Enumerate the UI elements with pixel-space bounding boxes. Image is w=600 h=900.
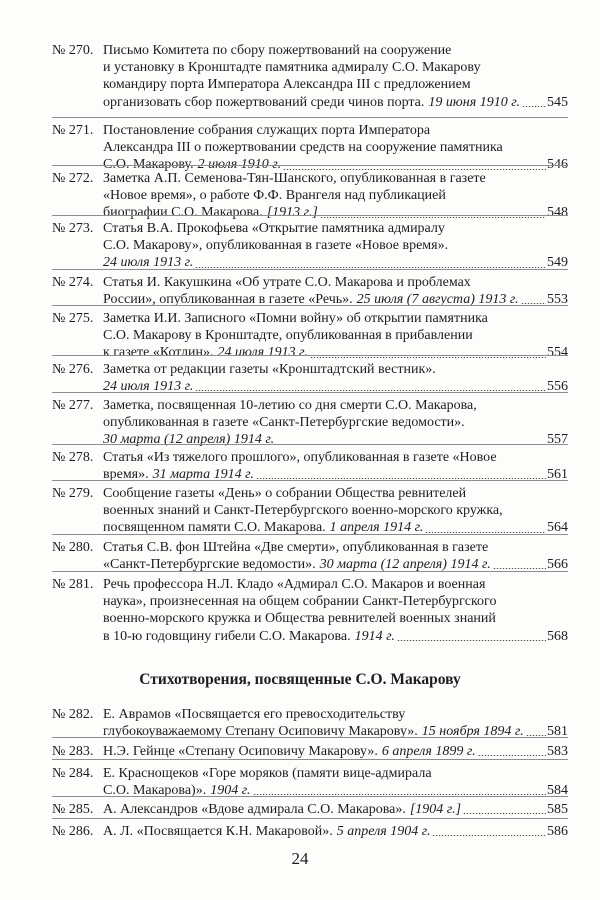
entry-last-line xyxy=(103,94,568,111)
entry-last-text: С.О. Макарова)». xyxy=(103,783,207,799)
entry-number: № 286. xyxy=(52,824,94,839)
entry-page-number: 549 xyxy=(547,255,568,271)
toc-entry xyxy=(52,220,568,272)
entry-divider xyxy=(52,480,568,481)
entry-date: 24 июля 1913 г. xyxy=(103,255,194,271)
entry-date: 30 марта (12 апреля) 1914 г. xyxy=(103,432,275,448)
entry-last-text: А. Александров «Вдове адмирала С.О. Макарова». xyxy=(103,801,406,817)
entry-date: 2 июля 1910 г. xyxy=(197,157,282,173)
entry-divider xyxy=(52,269,568,270)
entry-date: 1914 г. xyxy=(354,628,395,644)
entry-last-line xyxy=(103,743,568,760)
entry-number: № 277. xyxy=(52,398,94,413)
dot-leader xyxy=(397,640,546,641)
entry-date: 31 марта 1914 г. xyxy=(152,467,254,483)
entry-line: Речь профессора Н.Л. Кладо «Адмирал С.О. Макаров и военная xyxy=(103,577,486,592)
entry-date: 1904 г. xyxy=(210,783,251,799)
entry-last-text: время». xyxy=(103,467,149,483)
toc-entry xyxy=(52,170,568,222)
entry-page-number: 553 xyxy=(547,292,568,308)
entry-last-line xyxy=(103,204,568,221)
dot-leader xyxy=(478,755,546,756)
entry-page-number: 561 xyxy=(547,467,568,483)
entry-last-text: в 10-ю годовщину гибели С.О. Макарова. xyxy=(103,628,351,644)
entry-text xyxy=(103,274,568,308)
entry-page-number: 554 xyxy=(547,345,568,361)
entry-text xyxy=(103,449,568,483)
entry-date: [1913 г.] xyxy=(266,205,318,221)
entry-text xyxy=(103,801,568,818)
section-heading: Стихотворения, посвященные С.О. Макарову xyxy=(139,671,461,688)
entry-page-number: 546 xyxy=(547,157,568,173)
entry-text xyxy=(103,706,568,740)
entry-page-number: 556 xyxy=(547,379,568,395)
entry-number: № 273. xyxy=(52,221,94,236)
entry-divider xyxy=(52,355,568,356)
entry-date: 1 апреля 1914 г. xyxy=(329,520,424,536)
dot-leader xyxy=(310,357,546,358)
toc-entry xyxy=(52,397,568,449)
entry-divider xyxy=(52,796,568,797)
entry-text xyxy=(103,576,568,645)
entry-line: наука», произнесенная на общем собрании Санкт-Петербургского xyxy=(103,594,497,610)
toc-entry xyxy=(52,310,568,362)
entry-number: № 272. xyxy=(52,171,94,186)
dot-leader xyxy=(463,813,546,814)
dot-leader xyxy=(522,106,546,107)
entry-page-number: 568 xyxy=(547,628,568,644)
entry-number: № 285. xyxy=(52,802,94,817)
toc-entry xyxy=(52,801,568,818)
entry-last-line xyxy=(103,628,568,645)
entry-last-text: С.О. Макарову. xyxy=(103,157,194,173)
entry-line: Статья «Из тяжелого прошлого», опубликованная в газете «Новое xyxy=(103,450,497,465)
entry-page-number: 585 xyxy=(547,801,568,817)
entry-line: Заметка от редакции газеты «Кронштадтский вестник». xyxy=(103,362,436,377)
entry-line: Заметка А.П. Семенова-Тян-Шанского, опубликованная в газете xyxy=(103,171,486,186)
entry-date: 6 апреля 1899 г. xyxy=(381,743,476,759)
entry-divider xyxy=(52,534,568,535)
entry-divider xyxy=(52,215,568,216)
entry-last-text: глубокоуважаемому Степану Осиповичу Макарову». xyxy=(103,724,418,740)
entry-date: 25 июля (7 августа) 1913 г. xyxy=(356,292,519,308)
entry-divider xyxy=(52,165,568,166)
entry-text xyxy=(103,361,568,395)
entry-line: и установку в Кронштадте памятника адмиралу С.О. Макарову xyxy=(103,60,481,76)
entry-number: № 282. xyxy=(52,707,94,722)
entry-text xyxy=(103,42,568,111)
toc-entry xyxy=(52,274,568,308)
entry-text xyxy=(103,823,568,840)
entry-page-number: 583 xyxy=(547,743,568,759)
toc-entry xyxy=(52,576,568,645)
entry-last-text: посвященном памяти С.О. Макарова. xyxy=(103,520,326,536)
entry-text xyxy=(103,743,568,760)
entry-date: 24 июля 1913 г. xyxy=(217,345,308,361)
entry-number: № 278. xyxy=(52,450,94,465)
toc-entry xyxy=(52,743,568,760)
entry-text xyxy=(103,170,568,222)
dot-leader xyxy=(425,532,546,533)
entry-text xyxy=(103,765,568,799)
toc-entry xyxy=(52,361,568,395)
entry-line: опубликованная в газете «Санкт-Петербургские ведомости». xyxy=(103,415,465,431)
entry-page-number: 545 xyxy=(547,94,568,110)
entry-number: № 276. xyxy=(52,362,94,377)
entry-text xyxy=(103,397,568,449)
toc-entry xyxy=(52,539,568,573)
entry-last-text: биографии С.О. Макарова. xyxy=(103,205,263,221)
entry-line: Статья В.А. Прокофьева «Открытие памятника адмиралу xyxy=(103,221,445,236)
entry-page-number: 564 xyxy=(547,520,568,536)
entry-line: «Новое время», о работе Ф.Ф. Врангеля над публикацией xyxy=(103,188,446,204)
entry-number: № 274. xyxy=(52,275,94,290)
entry-line: Статья И. Какушкина «Об утрате С.О. Макарова и проблемах xyxy=(103,275,471,290)
entry-number: № 281. xyxy=(52,577,94,592)
entry-page-number: 548 xyxy=(547,205,568,221)
dot-leader xyxy=(432,835,546,836)
entry-line: Постановление собрания служащих порта Императора xyxy=(103,123,431,138)
entry-divider xyxy=(52,571,568,572)
entry-last-line xyxy=(103,344,568,361)
entry-divider xyxy=(52,759,568,760)
entry-number: № 275. xyxy=(52,311,94,326)
entry-number: № 284. xyxy=(52,766,94,781)
entry-page-number: 586 xyxy=(547,823,568,839)
entry-page-number: 584 xyxy=(547,783,568,799)
entry-text xyxy=(103,310,568,362)
entry-line: военно-морского кружка и Общества ревнителей военных знаний xyxy=(103,611,496,627)
entry-line: Письмо Комитета по сбору пожертвований на сооружение xyxy=(103,43,452,58)
page-number: 24 xyxy=(291,849,309,868)
entry-line: Сообщение газеты «День» о собрании Общества ревнителей xyxy=(103,486,467,501)
entry-line: С.О. Макарову», опубликованная в газете «Новое время». xyxy=(103,238,449,254)
entry-last-line xyxy=(103,431,568,448)
entry-line: Заметка, посвященная 10-летию со дня смерти С.О. Макарова, xyxy=(103,398,477,413)
entry-number: № 283. xyxy=(52,744,94,759)
entry-page-number: 581 xyxy=(547,724,568,740)
entry-line: С.О. Макарову в Кронштадте, опубликованная в прибавлении xyxy=(103,328,473,344)
entry-divider xyxy=(52,444,568,445)
entry-text xyxy=(103,220,568,272)
dot-leader xyxy=(320,217,546,218)
entry-number: № 271. xyxy=(52,123,94,138)
entry-number: № 279. xyxy=(52,486,94,501)
entry-line: Статья С.В. фон Штейна «Две смерти», опубликованная в газете xyxy=(103,540,489,555)
entry-divider xyxy=(52,818,568,819)
toc-entry xyxy=(52,42,568,111)
entry-last-text: к газете «Котлин». xyxy=(103,345,214,361)
toc-entry xyxy=(52,706,568,740)
entry-page-number: 566 xyxy=(547,557,568,573)
entry-last-text: А. Л. «Посвящается К.Н. Макаровой». xyxy=(103,823,333,839)
entry-last-text: Н.Э. Гейнце «Степану Осиповичу Макарову». xyxy=(103,743,378,759)
entry-text xyxy=(103,485,568,537)
entry-divider xyxy=(52,117,568,118)
entry-divider xyxy=(52,392,568,393)
entry-line: Е. Аврамов «Посвящается его превосходительству xyxy=(103,707,406,722)
entry-last-text: России», опубликованная в газете «Речь». xyxy=(103,292,353,308)
entry-divider xyxy=(52,305,568,306)
dot-leader xyxy=(493,568,546,569)
entry-last-text: «Санкт-Петербургские ведомости». xyxy=(103,557,316,573)
entry-page-number: 557 xyxy=(547,432,568,448)
entry-line: военных знаний и Санкт-Петербургского военно-морского кружка, xyxy=(103,503,503,519)
entry-line: Заметка И.И. Записного «Помни войну» об открытии памятника xyxy=(103,311,488,326)
toc-entry xyxy=(52,485,568,537)
entry-date: [1904 г.] xyxy=(409,801,462,817)
entry-date: 15 ноября 1894 г. xyxy=(421,724,524,740)
entry-date: 30 марта (12 апреля) 1914 г. xyxy=(319,557,491,573)
entry-line: командиру порта Императора Александра III с предложением xyxy=(103,77,471,93)
toc-entry xyxy=(52,449,568,483)
entry-date: 5 апреля 1904 г. xyxy=(336,823,431,839)
entry-date: 19 июня 1910 г. xyxy=(428,94,521,110)
entry-last-text: организовать сбор пожертвований среди чинов порта. xyxy=(103,94,425,110)
entry-last-line xyxy=(103,801,568,818)
entry-text xyxy=(103,539,568,573)
entry-line: Е. Краснощеков «Горе моряков (памяти вице-адмирала xyxy=(103,766,432,781)
entry-line: Александра III о пожертвовании средств на сооружение памятника xyxy=(103,140,503,156)
entry-last-line xyxy=(103,823,568,840)
toc-entry xyxy=(52,823,568,840)
entry-number: № 270. xyxy=(52,43,94,58)
entry-divider xyxy=(52,737,568,738)
dot-leader xyxy=(195,267,546,268)
entry-number: № 280. xyxy=(52,540,94,555)
entry-date: 24 июля 1913 г. xyxy=(103,379,194,395)
toc-entry xyxy=(52,765,568,799)
